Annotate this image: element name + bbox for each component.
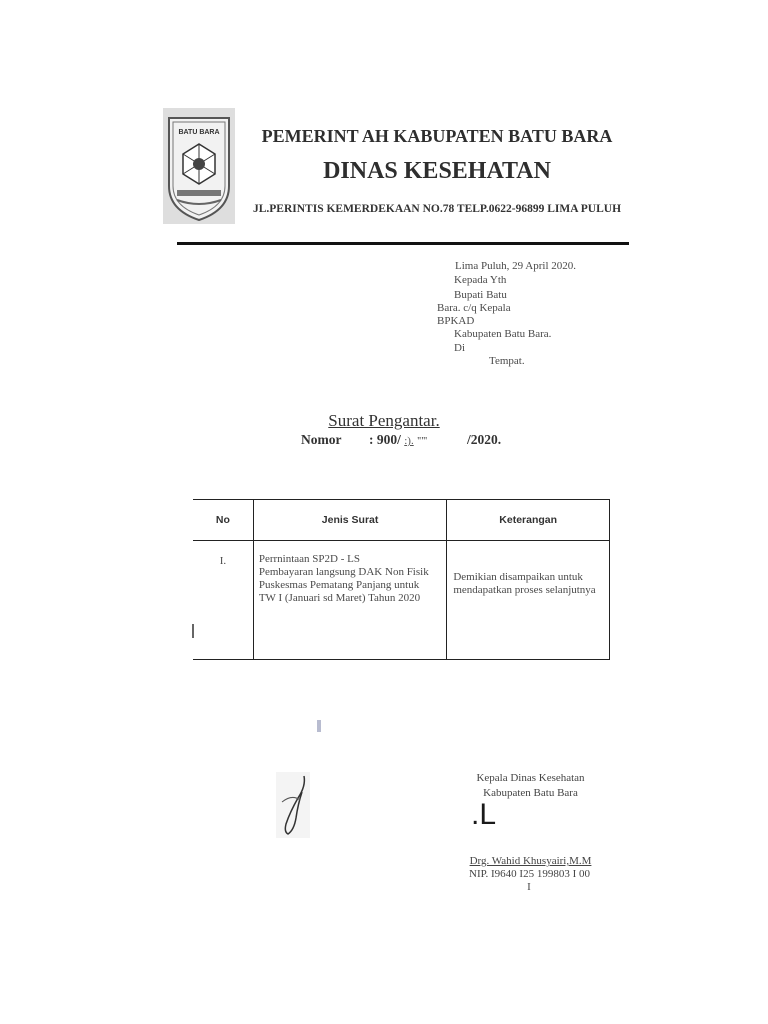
row-no: I. [193,541,253,660]
addressee-salutation: Kepada Yth [454,274,507,286]
addressee-di: Di [454,342,465,354]
nomor-middle: :). [404,435,414,447]
government-name: PEMERINT AH KABUPATEN BATU BARA [261,126,613,146]
signatory-position-2: Kabupaten Batu Bara [483,787,578,799]
signature-icon [276,772,310,838]
signatory-position-1: Kepala Dinas Kesehatan [476,772,585,784]
nomor-mark: ""' [417,436,428,447]
addressee-line-3: BPKAD [437,315,475,327]
header-no: No [193,500,253,541]
row-keterangan [447,541,610,660]
stamp-fragment [317,720,321,732]
row-jenis-surat [253,541,447,660]
nomor-prefix: : 900/ [369,432,401,447]
letter-title: Surat Pengantar. [328,411,440,430]
letter-date: Lima Puluh, 29 April 2020. [455,260,576,272]
addressee-place: Tempat. [489,355,525,367]
regency-emblem-icon [163,108,235,224]
document-table [193,499,610,660]
addressee-line-1: Bupati Batu [454,289,507,301]
agency-name: DINAS KESEHATAN [323,158,551,184]
keterangan-line: Demikian disampaikan untuk [453,571,583,583]
addressee-line-4: Kabupaten Batu Bara. [454,328,552,340]
header-jenis-surat: Jenis Surat [253,500,447,541]
signatory-nip: NIP. I9640 I25 199803 I 00 [469,868,590,880]
scan-mark [192,624,194,638]
initial-mark: .L [471,798,497,831]
keterangan-line: mendapatkan proses selanjutnya [453,584,596,596]
nomor-suffix: /2020. [467,432,502,447]
table-row [193,541,610,660]
letterhead-divider [177,242,629,245]
nomor-value [369,432,427,448]
jenis-line: Pembayaran langsung DAK Non Fisik [258,566,429,578]
header-keterangan: Keterangan [447,500,610,541]
signatory-name: Drg. Wahid Khusyairi,M.M [469,855,592,867]
nomor-label: Nomor [301,432,342,447]
table-header-row [193,500,610,541]
jenis-line: Puskesmas Pematang Panjang untuk [258,579,420,591]
regency-logo [163,108,235,224]
addressee-line-2: Bara. c/q Kepala [437,302,511,314]
handwritten-signature [276,772,310,838]
jenis-line: Perrnintaan SP2D - LS [258,553,360,565]
signatory-nip-tail: I [527,881,531,893]
agency-address: JL.PERINTIS KEMERDEKAAN NO.78 TELP.0622-96899 LIMA PULUH [252,203,622,215]
svg-text:BATU BARA: BATU BARA [178,129,220,136]
jenis-line: TW I (Januari sd Maret) Tahun 2020 [258,592,421,604]
